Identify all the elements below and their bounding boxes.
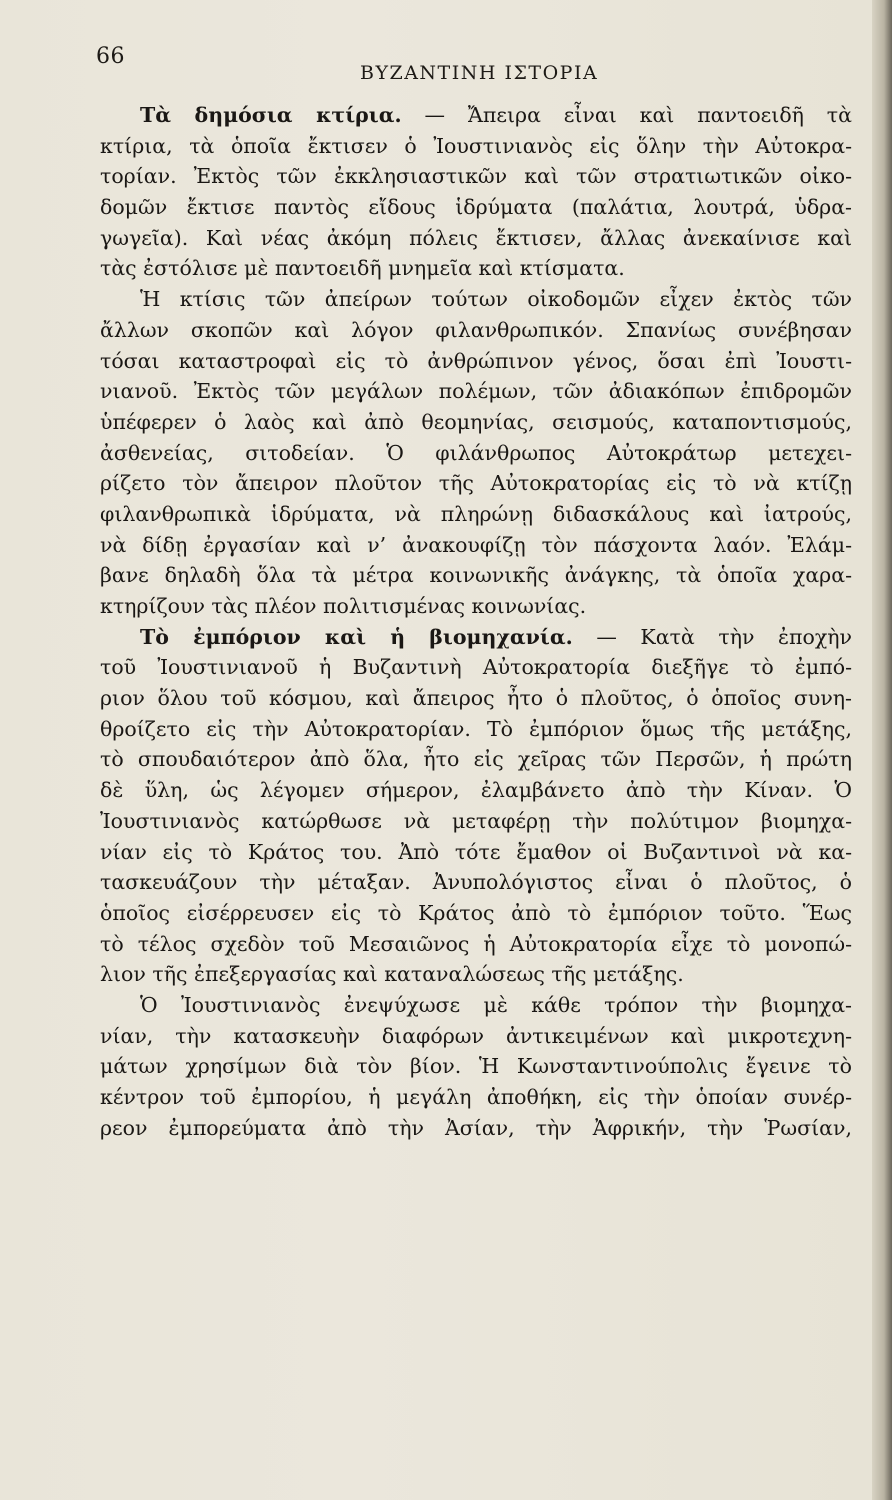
text-line: τόσαι καταστροφαὶ εἰς τὸ ἀνθρώπινον γένος, ὅσαι ἐπὶ Ἰουστι- — [100, 348, 852, 373]
text-line: Ἡ κτίσις τῶν ἀπείρων τούτων οἰκοδομῶν εἶχεν ἐκτὸς τῶν — [140, 287, 852, 312]
running-head: ΒΥΖΑΝΤΙΝΗ ΙΣΤΟΡΙΑ — [360, 62, 599, 84]
text-line: Τὸ ἐμπόριον καὶ ἡ βιομηχανία. — Κατὰ τὴν ἐποχὴν — [140, 624, 852, 649]
text-line: ἀσθενείας, σιτοδείαν. Ὁ φιλάνθρωπος Αὐτοκράτωρ μετεχει- — [100, 440, 852, 465]
page-number: 66 — [96, 44, 125, 69]
text-line: φιλανθρωπικὰ ἱδρύματα, νὰ πληρώνῃ διδασκάλους καὶ ἰατρούς, — [100, 501, 852, 526]
text-line: νίαν, τὴν κατασκευὴν διαφόρων ἀντικειμένων καὶ μικροτεχνη- — [100, 1023, 852, 1048]
text-line: δομῶν ἔκτισε παντὸς εἴδους ἱδρύματα (παλάτια, λουτρά, ὑδρα- — [100, 195, 852, 220]
text-line: κτηρίζουν τὰς πλέον πολιτισμένας κοινωνίας. — [100, 594, 587, 618]
text-line: ρεον ἐμπορεύματα ἀπὸ τὴν Ἀσίαν, τὴν Ἀφρικήν, τὴν Ῥωσίαν, — [100, 1115, 852, 1140]
text-line: δὲ ὕλη, ὡς λέγομεν σήμερον, ἐλαμβάνετο ἀπὸ τὴν Κίναν. Ὁ — [100, 778, 852, 803]
text-line: τοῦ Ἰουστινιανοῦ ἡ Βυζαντινὴ Αὐτοκρατορία διεξῆγε τὸ ἐμπό- — [100, 655, 852, 680]
text-line: ρίζετο τὸν ἄπειρον πλοῦτον τῆς Αὐτοκρατορίας εἰς τὸ νὰ κτίζῃ — [100, 471, 852, 496]
text-line: ὁποῖος εἰσέρρευσεν εἰς τὸ Κράτος ἀπὸ τὸ ἐμπόριον τοῦτο. Ἕως — [100, 900, 852, 925]
text-line: Ὁ Ἰουστινιανὸς ἐνεψύχωσε μὲ κάθε τρόπον τὴν βιομηχα- — [140, 992, 852, 1017]
text-line: κτίρια, τὰ ὁποῖα ἔκτισεν ὁ Ἰουστινιανὸς εἰς ὅλην τὴν Αὐτοκρα- — [100, 133, 852, 158]
text-line: ὑπέφερεν ὁ λαὸς καὶ ἀπὸ θεομηνίας, σεισμούς, καταποντισμούς, — [100, 409, 852, 434]
text-line: ριον ὅλου τοῦ κόσμου, καὶ ἄπειρος ἦτο ὁ πλοῦτος, ὁ ὁποῖος συνη- — [100, 686, 852, 711]
text-line: νὰ δίδῃ ἐργασίαν καὶ ν’ ἀνακουφίζῃ τὸν πάσχοντα λαόν. Ἐλάμ- — [100, 532, 852, 557]
text-line: τὰς ἐστόλισε μὲ παντοειδῆ μνημεῖα καὶ κτίσματα. — [100, 256, 625, 281]
text-line: τὸ σπουδαιότερον ἀπὸ ὅλα, ἦτο εἰς χεῖρας τῶν Περσῶν, ἡ πρώτη — [100, 747, 852, 772]
text-line: νιανοῦ. Ἐκτὸς τῶν μεγάλων πολέμων, τῶν ἀδιακόπων ἐπιδρομῶν — [100, 379, 852, 404]
text-line: κέντρον τοῦ ἐμπορίου, ἡ μεγάλη ἀποθήκη, εἰς τὴν ὁποίαν συνέρ- — [100, 1085, 852, 1109]
text-line: θροίζετο εἰς τὴν Αὐτοκρατορίαν. Τὸ ἐμπόριον ὅμως τῆς μετάξης, — [100, 716, 852, 741]
text-line: τορίαν. Ἐκτὸς τῶν ἐκκλησιαστικῶν καὶ τῶν στρατιωτικῶν οἰκο- — [100, 164, 852, 189]
text-line: τασκευάζουν τὴν μέταξαν. Ἀνυπολόγιστος εἶναι ὁ πλοῦτος, ὁ — [100, 870, 852, 895]
text-line: νίαν εἰς τὸ Κράτος του. Ἀπὸ τότε ἔμαθον οἱ Βυζαντινοὶ νὰ κα- — [100, 839, 852, 864]
text-line: Ἰουστινιανὸς κατώρθωσε νὰ μεταφέρῃ τὴν πολύτιμον βιομηχα- — [100, 808, 852, 833]
body-text — [100, 100, 852, 1143]
text-line: γωγεῖα). Καὶ νέας ἀκόμη πόλεις ἔκτισεν, ἄλλας ἀνεκαίνισε καὶ — [100, 225, 852, 250]
text-line: λιον τῆς ἐπεξεργασίας καὶ καταναλώσεως τῆς μετάξης. — [100, 962, 684, 987]
text-line: Τὰ δημόσια κτίρια. — Ἄπειρα εἶναι καὶ παντοειδῆ τὰ — [140, 103, 852, 127]
section-heading: Τὰ δημόσια κτίρια. — [140, 103, 402, 127]
text-line: τὸ τέλος σχεδὸν τοῦ Μεσαιῶνος ἡ Αὐτοκρατορία εἶχε τὸ μονοπώ- — [100, 931, 852, 956]
book-binding-edge — [872, 0, 892, 1500]
section-heading: Τὸ ἐμπόριον καὶ ἡ βιομηχανία. — [140, 624, 573, 649]
text-line: βανε δηλαδὴ ὅλα τὰ μέτρα κοινωνικῆς ἀνάγκης, τὰ ὁποῖα χαρα- — [100, 563, 852, 588]
text-line: ἄλλων σκοπῶν καὶ λόγον φιλανθρωπικόν. Σπανίως συνέβησαν — [100, 317, 852, 342]
text-line: μάτων χρησίμων διὰ τὸν βίον. Ἡ Κωνσταντινούπολις ἔγεινε τὸ — [100, 1054, 852, 1079]
